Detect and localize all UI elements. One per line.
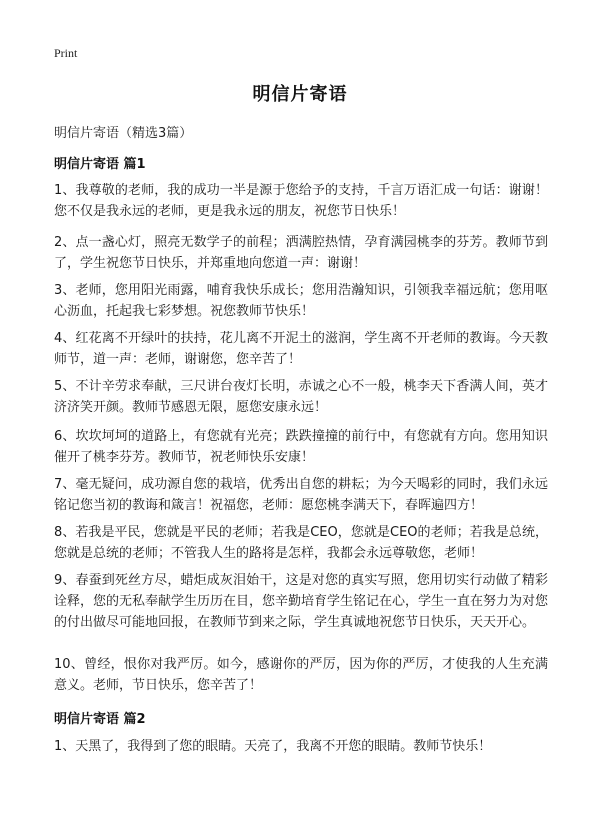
paragraph: 9、春蚕到死丝方尽，蜡炬成灰泪始干，这是对您的真实写照，您用切实行动做了精彩诠释，您的无私奉献学生历历在目，您辛勤培育学生铭记在心，学生一直在努力为对您的付出做尽可能地回报，在教师节到来之际，学生真诚地祝您节日快乐，天天开心。 [54, 573, 549, 630]
paragraph: 6、坎坎坷坷的道路上，有您就有光亮；跌跌撞撞的前行中，有您就有方向。您用知识催开了桃李芬芳。教师节，祝老师快乐安康！ [54, 429, 548, 465]
paragraph: 2、点一盏心灯，照亮无数学子的前程；洒满腔热情，孕育满园桃李的芬芳。教师节到了，学生祝您节日快乐，并郑重地向您道一声：谢谢！ [54, 235, 548, 271]
section-heading: 明信片寄语 篇1 [54, 157, 146, 172]
paragraph: 8、若我是平民，您就是平民的老师；若我是CEO，您就是CEO的老师；若我是总统，您就是总统的老师；不管我人生的路将是怎样，我都会永远尊敬您，老师！ [54, 525, 548, 561]
print-link[interactable]: Print [54, 46, 78, 60]
paragraph: 1、天黑了，我得到了您的眼睛。天亮了，我离不开您的眼睛。教师节快乐！ [54, 739, 492, 754]
paragraph: 7、毫无疑问，成功源自您的栽培，优秀出自您的耕耘；为今天喝彩的同时，我们永远铭记您当初的教诲和箴言！祝福您，老师：愿您桃李满天下，春晖遍四方！ [54, 477, 548, 513]
paragraph: 5、不计辛劳求奉献，三尺讲台夜灯长明，赤诚之心不一般，桃李天下香满人间，英才济济笑开颜。教师节感恩无限，愿您安康永远！ [54, 379, 548, 415]
paragraph: 4、红花离不开绿叶的扶持，花儿离不开泥土的滋润，学生离不开老师的教诲。今天教师节，道一声：老师，谢谢您，您辛苦了！ [54, 331, 548, 367]
paragraph: 10、曾经，恨你对我严厉。如今，感谢你的严厉，因为你的严厉，才使我的人生充满意义。老师，节日快乐，您辛苦了！ [54, 657, 548, 693]
paragraph: 3、老师，您用阳光雨露，哺育我快乐成长；您用浩瀚知识，引领我幸福远航；您用呕心沥血，托起我七彩梦想。祝您教师节快乐！ [54, 283, 548, 319]
section-heading: 明信片寄语 篇2 [54, 712, 146, 727]
page-title: 明信片寄语 [252, 84, 348, 105]
paragraph: 1、我尊敬的老师，我的成功一半是源于您给予的支持，千言万语汇成一句话：谢谢！您不仅是我永远的老师，更是我永远的朋友，祝您节日快乐！ [54, 183, 548, 219]
document-subtitle: 明信片寄语（精选3篇） [54, 126, 193, 141]
